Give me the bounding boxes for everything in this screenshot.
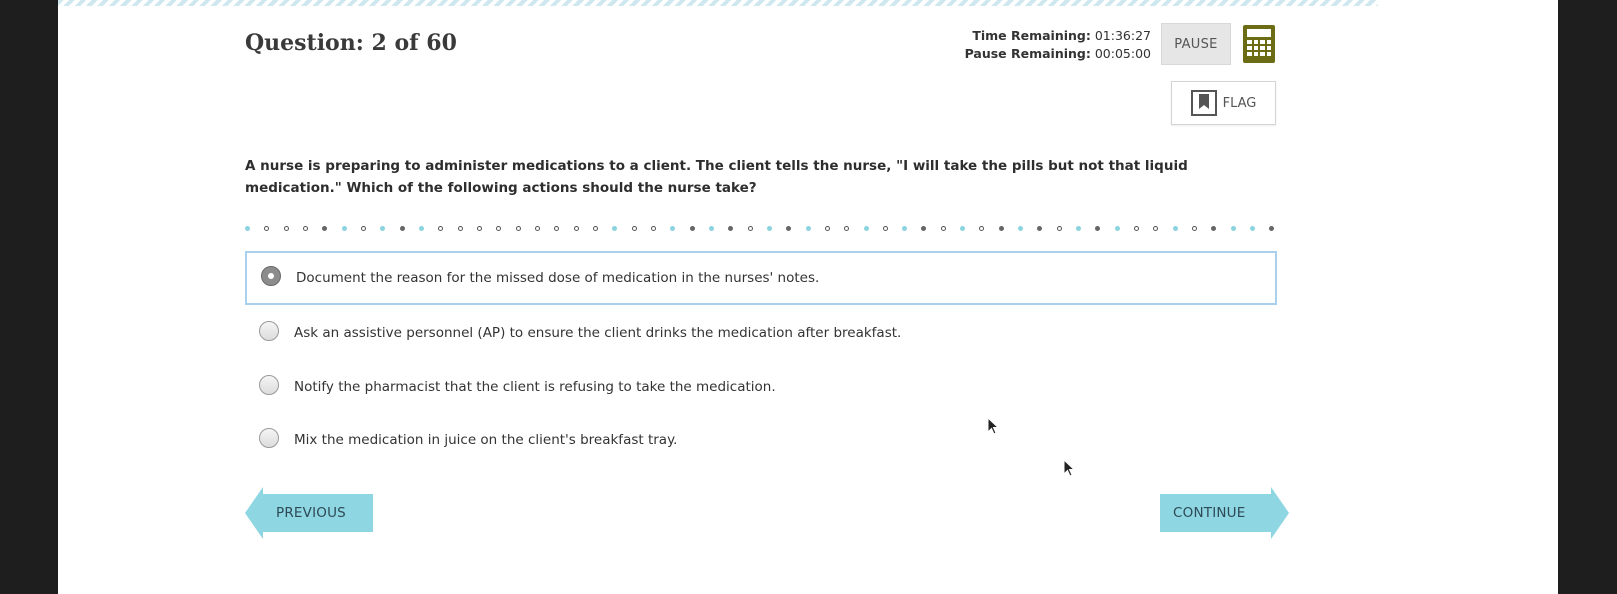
progress-dot — [1076, 226, 1081, 231]
progress-dot — [786, 226, 791, 231]
progress-dot — [400, 226, 405, 231]
arrow-left-icon — [245, 487, 263, 539]
radio-button[interactable] — [261, 266, 281, 286]
continue-button[interactable] — [1160, 487, 1289, 539]
progress-dot — [960, 226, 965, 231]
radio-button[interactable] — [259, 428, 279, 448]
answer-option-1[interactable] — [245, 251, 1277, 305]
progress-dot — [1192, 226, 1197, 231]
answer-option-text: Document the reason for the missed dose of medication in the nurses' notes. — [296, 270, 820, 286]
previous-label: PREVIOUS — [263, 494, 373, 532]
progress-dot — [593, 226, 598, 231]
progress-dot — [941, 226, 946, 231]
answer-option-text: Mix the medication in juice on the client's breakfast tray. — [294, 432, 678, 448]
progress-dot — [1134, 226, 1139, 231]
answer-option-2[interactable] — [245, 306, 1277, 360]
progress-dot — [419, 226, 424, 231]
progress-dot — [728, 226, 733, 231]
progress-dot — [477, 226, 482, 231]
answer-option-3[interactable] — [245, 360, 1277, 414]
progress-dot — [303, 226, 308, 231]
progress-dot — [1231, 226, 1236, 231]
flag-label: FLAG — [1222, 95, 1257, 111]
time-remaining: Time Remaining: 01:36:27 — [972, 28, 1151, 43]
progress-dot — [1037, 226, 1042, 231]
pause-remaining-value: 00:05:00 — [1094, 46, 1151, 61]
answer-option-4[interactable] — [245, 413, 1277, 467]
progress-dot — [670, 226, 675, 231]
progress-dot — [284, 226, 289, 231]
answer-option-text: Ask an assistive personnel (AP) to ensure the client drinks the medication after breakfast. — [294, 325, 902, 341]
timers — [965, 27, 1151, 63]
progress-dot — [1057, 226, 1062, 231]
pause-remaining: Pause Remaining: 00:05:00 — [964, 46, 1151, 61]
progress-dots — [245, 223, 1275, 233]
progress-dot — [612, 226, 617, 231]
progress-dot — [458, 226, 463, 231]
radio-button[interactable] — [259, 375, 279, 395]
progress-dot — [342, 226, 347, 231]
answer-option-text: Notify the pharmacist that the client is refusing to take the medication. — [294, 379, 776, 395]
progress-dot — [1250, 226, 1255, 231]
question-stem: A nurse is preparing to administer medications to a client. The client tells the nurse, "I will take the pills but not that liquid medication." Which of the following actions should the nurse take? — [245, 158, 1188, 196]
progress-dot — [574, 226, 579, 231]
progress-dot — [1095, 226, 1100, 231]
progress-dot — [516, 226, 521, 231]
flag-button[interactable] — [1171, 81, 1276, 125]
mouse-cursor-icon — [987, 417, 1001, 437]
progress-dot — [844, 226, 849, 231]
progress-dot — [748, 226, 753, 231]
progress-dot — [1173, 226, 1178, 231]
calculator-icon[interactable] — [1243, 25, 1275, 63]
progress-dot — [806, 226, 811, 231]
progress-dot — [1211, 226, 1216, 231]
mouse-cursor-icon — [1063, 459, 1077, 479]
continue-label: CONTINUE — [1160, 494, 1271, 532]
progress-dot — [651, 226, 656, 231]
progress-dot — [496, 226, 501, 231]
arrow-right-icon — [1271, 487, 1289, 539]
progress-dot — [632, 226, 637, 231]
previous-button[interactable] — [245, 487, 373, 539]
progress-dot — [1018, 226, 1023, 231]
progress-dot — [864, 226, 869, 231]
progress-dot — [322, 226, 327, 231]
progress-dot — [1153, 226, 1158, 231]
progress-dot — [979, 226, 984, 231]
radio-button[interactable] — [259, 321, 279, 341]
progress-dot — [767, 226, 772, 231]
progress-dot — [1269, 226, 1274, 231]
progress-dot — [825, 226, 830, 231]
progress-dot — [902, 226, 907, 231]
bookmark-flag-icon — [1191, 90, 1217, 116]
progress-dot — [690, 226, 695, 231]
progress-dot — [535, 226, 540, 231]
progress-dot — [380, 226, 385, 231]
progress-dot — [921, 226, 926, 231]
progress-dot — [883, 226, 888, 231]
progress-dot — [361, 226, 366, 231]
pause-button[interactable]: PAUSE — [1161, 23, 1231, 65]
top-stripe — [58, 0, 1378, 6]
progress-dot — [438, 226, 443, 231]
progress-dot — [709, 226, 714, 231]
progress-dot — [554, 226, 559, 231]
progress-dot — [999, 226, 1004, 231]
progress-dot — [245, 226, 250, 231]
time-remaining-value: 01:36:27 — [1094, 28, 1151, 43]
progress-dot — [1115, 226, 1120, 231]
question-counter: Question: 2 of 60 — [245, 30, 457, 56]
progress-dot — [264, 226, 269, 231]
